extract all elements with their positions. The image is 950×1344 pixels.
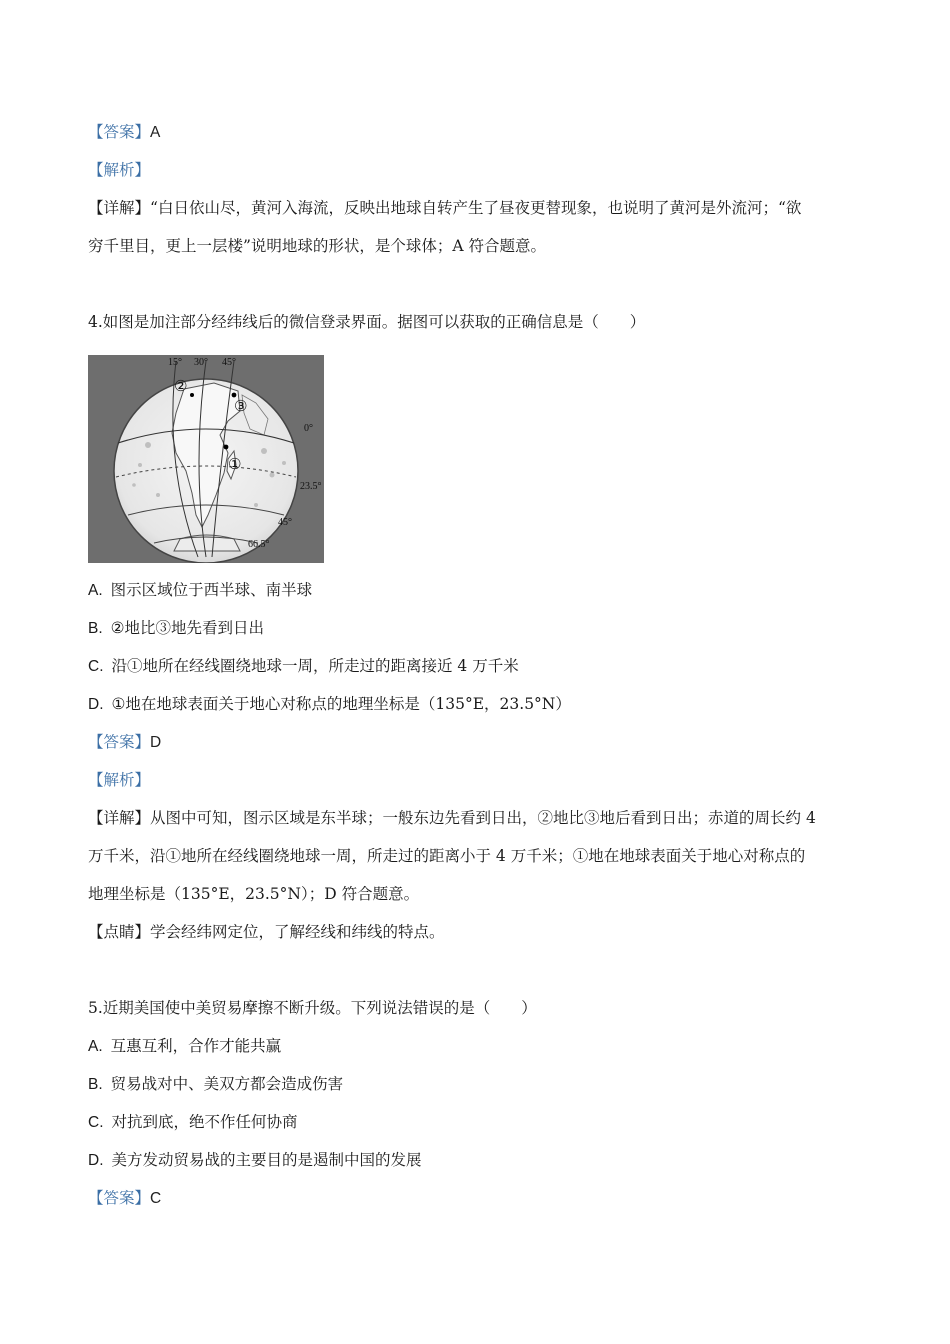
lon-label-30: 30° [194, 357, 208, 368]
point-1-label: ① [228, 455, 242, 473]
answer-tag: 【答案】 [88, 733, 151, 751]
option-letter: D. [88, 1152, 104, 1169]
detail-text: “白日依山尽，黄河入海流，反映出地球自转产生了昼夜更替现象，也说明了黄河是外流河；“欲 [150, 199, 802, 217]
option-letter: B. [88, 620, 103, 637]
answer-value: C [150, 1190, 162, 1207]
point-2-dot [190, 393, 194, 397]
tip-tag: 【点睛】 [88, 923, 151, 941]
option-text: ②地比③地先看到日出 [110, 619, 265, 637]
option-letter: C. [88, 1114, 104, 1131]
q3-answer [88, 122, 878, 143]
q3-detail-line1 [88, 198, 878, 218]
option-text: 美方发动贸易战的主要目的是遏制中国的发展 [111, 1151, 422, 1169]
option-text: 对抗到底，绝不作任何协商 [111, 1113, 298, 1131]
analysis-tag: 【解析】 [88, 771, 151, 789]
option-letter: C. [88, 658, 104, 675]
lon-label-45: 45° [222, 357, 236, 368]
q4-option-c [88, 656, 878, 677]
globe-figure [88, 355, 324, 563]
point-1-dot [224, 445, 229, 450]
lon-label-15: 15° [168, 357, 182, 368]
q5-option-c [88, 1112, 878, 1133]
lat-label-0: 0° [304, 423, 313, 434]
lat-label-23: 23.5° [300, 481, 322, 492]
answer-tag: 【答案】 [88, 123, 151, 141]
q5-answer [88, 1188, 878, 1209]
q4-detail-line3: 地理坐标是（135°E，23.5°N）；D 符合题意。 [88, 885, 420, 903]
q3-analysis [88, 160, 878, 180]
option-text: 互惠互利，合作才能共赢 [110, 1037, 282, 1055]
q4-option-d [88, 694, 878, 715]
option-letter: D. [88, 696, 104, 713]
lat-label-45: 45° [278, 517, 292, 528]
q5-option-a [88, 1036, 878, 1057]
answer-tag: 【答案】 [88, 1189, 151, 1207]
option-letter: A. [88, 582, 103, 599]
option-letter: A. [88, 1038, 103, 1055]
q5-stem: 5.近期美国使中美贸易摩擦不断升级。下列说法错误的是（ ） [88, 999, 537, 1017]
q4-tip [88, 922, 878, 942]
detail-tag: 【详解】 [88, 199, 151, 217]
q4-detail-line2: 万千米，沿①地所在经线圈绕地球一周，所走过的距离小于 4 万千米；①地在地球表面关于地心对称点的 [88, 847, 806, 865]
detail-text: 从图中可知，图示区域是东半球；一般东边先看到日出，②地比③地后看到日出；赤道的周长约 4 [150, 809, 816, 827]
q4-option-b [88, 618, 878, 639]
globe-svg [88, 355, 324, 563]
q4-stem: 4.如图是加注部分经纬线后的微信登录界面。据图可以获取的正确信息是（ ） [88, 313, 646, 331]
answer-value: A [150, 124, 161, 141]
answer-value: D [150, 734, 162, 751]
analysis-tag: 【解析】 [88, 161, 151, 179]
detail-tag: 【详解】 [88, 809, 151, 827]
q5-option-d [88, 1150, 878, 1171]
option-text: 沿①地所在经线圈绕地球一周，所走过的距离接近 4 万千米 [111, 657, 519, 675]
option-text: ①地在地球表面关于地心对称点的地理坐标是（135°E，23.5°N） [111, 695, 571, 713]
option-text: 图示区域位于西半球、南半球 [110, 581, 313, 599]
tip-text: 学会经纬网定位，了解经线和纬线的特点。 [150, 923, 445, 941]
lat-label-66: 66.5° [248, 539, 270, 550]
q4-detail-line1 [88, 808, 878, 828]
point-3-label: ③ [234, 397, 248, 415]
q4-answer [88, 732, 878, 753]
q4-option-a [88, 580, 878, 601]
q4-analysis [88, 770, 878, 790]
point-2-label: ② [174, 377, 188, 395]
option-letter: B. [88, 1076, 103, 1093]
q3-detail-line2: 穷千里目，更上一层楼”说明地球的形状，是个球体；A 符合题意。 [88, 237, 547, 255]
q5-option-b [88, 1074, 878, 1095]
option-text: 贸易战对中、美双方都会造成伤害 [110, 1075, 344, 1093]
